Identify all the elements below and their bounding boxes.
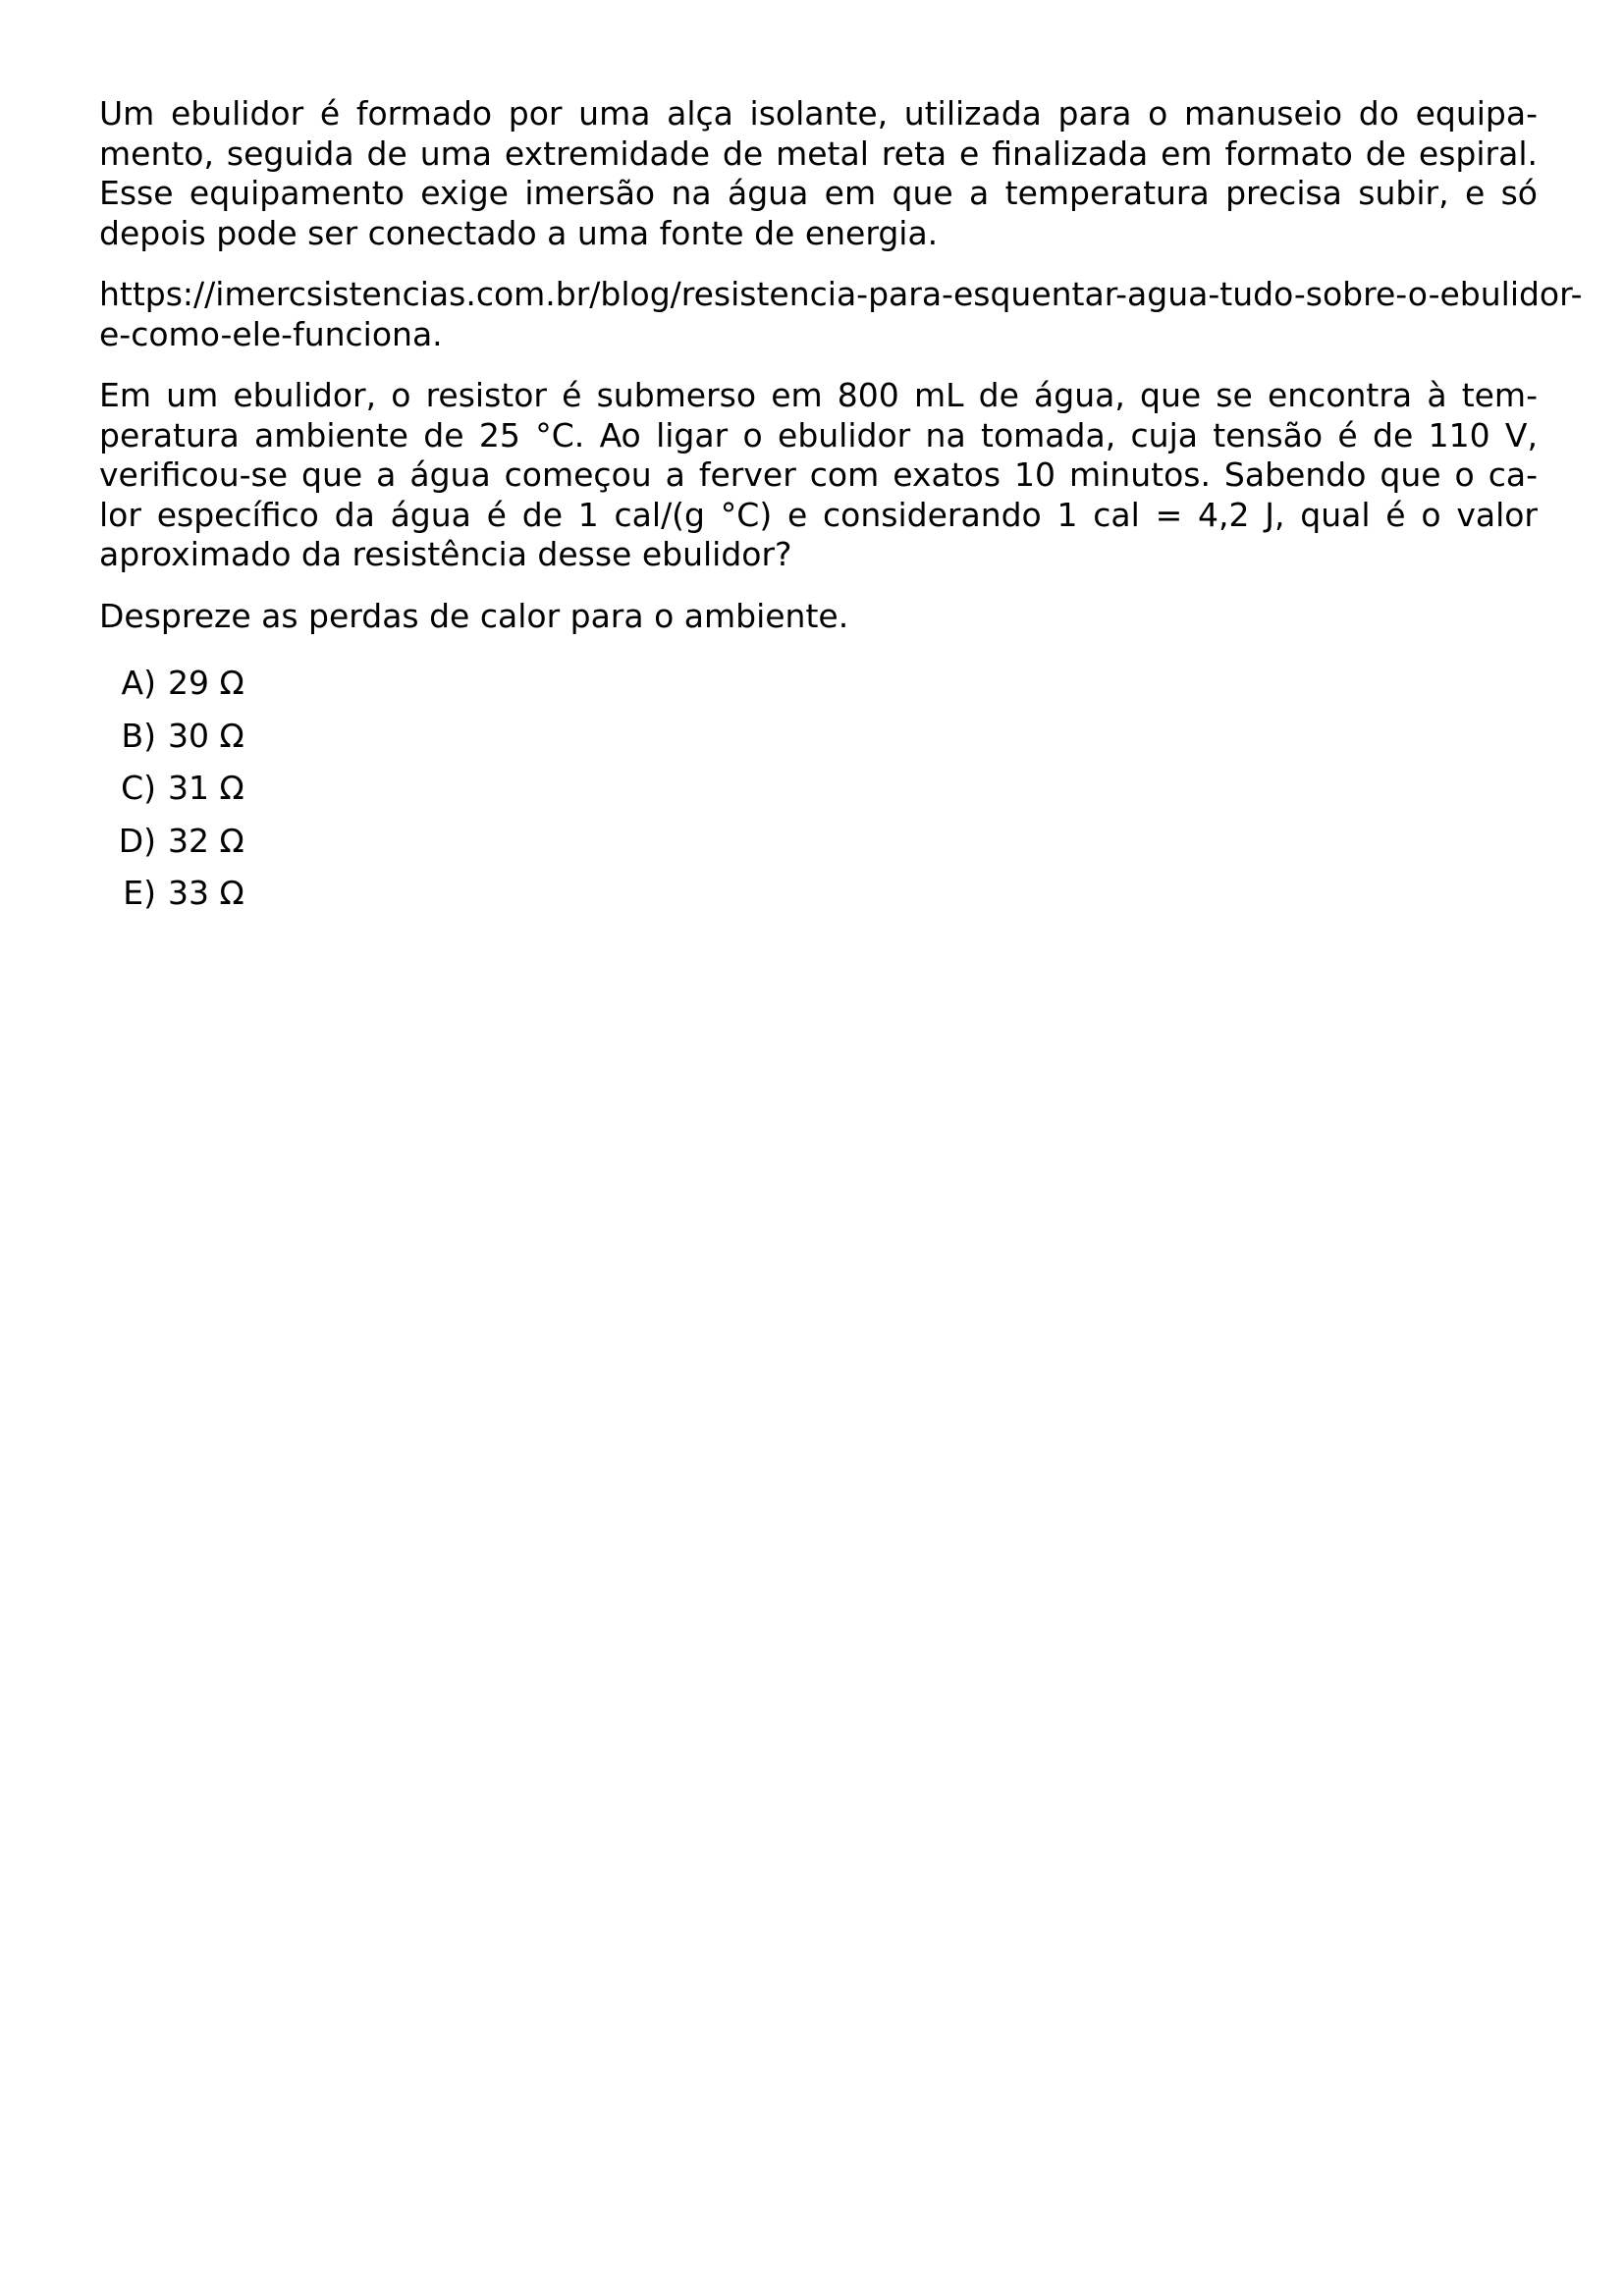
question-page	[99, 94, 1583, 927]
answer-options	[99, 664, 1538, 913]
problem-line: lor específico da água é de 1 cal/(g °C) e considerando 1 cal = 4,2 J, qual é o valor	[99, 495, 1538, 534]
intro-line: Esse equipamento exige imersão na água em que a temperatura precisa subir, e só	[99, 174, 1538, 212]
option-letter: E)	[123, 874, 156, 912]
option-d[interactable]	[99, 822, 1538, 861]
source-line: https://imercsistencias.com.br/blog/resistencia-para-esquentar-agua-tudo-sobre-o-ebulidor-	[99, 275, 1583, 313]
option-letter: D)	[118, 821, 156, 860]
option-text: 32 Ω	[168, 821, 244, 860]
option-a[interactable]	[99, 664, 1538, 703]
option-text: 30 Ω	[168, 716, 244, 755]
source-line: e-como-ele-funciona.	[99, 314, 443, 353]
option-letter: A)	[121, 664, 156, 702]
option-text: 33 Ω	[168, 874, 244, 912]
intro-line: depois pode ser conectado a uma fonte de energia.	[99, 213, 939, 252]
instruction-line: Despreze as perdas de calor para o ambiente.	[99, 596, 849, 635]
option-text: 31 Ω	[168, 769, 244, 807]
problem-line: aproximado da resistência desse ebulidor?	[99, 535, 792, 573]
intro-line: mento, seguida de uma extremidade de metal reta e finalizada em formato de espiral.	[99, 133, 1538, 173]
instruction-note	[99, 597, 1538, 637]
problem-line: Em um ebulidor, o resistor é submerso em 800 mL de água, que se encontra à tem-	[99, 376, 1538, 414]
intro-line: Um ebulidor é formado por uma alça isolante, utilizada para o manuseio do equipa-	[99, 94, 1538, 133]
option-e[interactable]	[99, 874, 1538, 913]
option-text: 29 Ω	[168, 664, 244, 702]
option-letter: B)	[121, 716, 156, 755]
problem-statement	[99, 376, 1538, 575]
source-citation	[99, 275, 1611, 354]
option-letter: C)	[121, 769, 156, 807]
intro-paragraph	[99, 94, 1538, 253]
problem-line: verificou-se que a água começou a ferver com exatos 10 minutos. Sabendo que o ca-	[99, 455, 1538, 494]
option-b[interactable]	[99, 717, 1538, 756]
option-c[interactable]	[99, 769, 1538, 808]
problem-line: peratura ambiente de 25 °C. Ao ligar o ebulidor na tomada, cuja tensão é de 110 V,	[99, 415, 1538, 454]
